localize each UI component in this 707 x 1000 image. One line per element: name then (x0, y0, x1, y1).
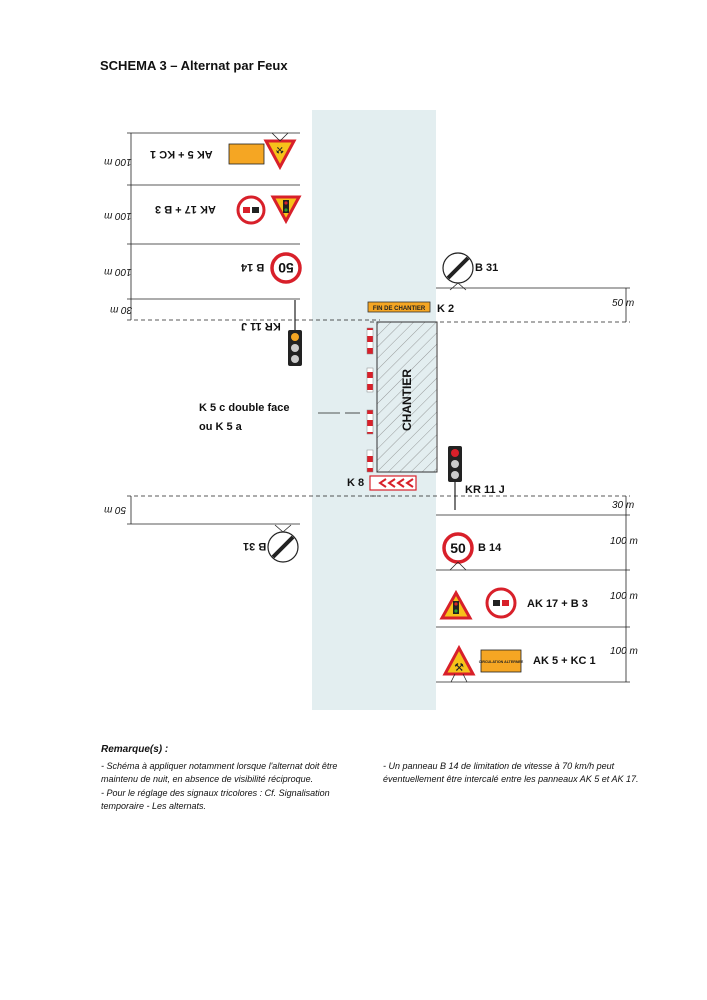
right-distance: 50 m (612, 298, 635, 309)
remark-text: - Un panneau B 14 de limitation de vitesse à 70 km/h peut éventuellement être intercalé entre les panneaux AK 5 et AK 17. (383, 761, 639, 784)
remark-text: - Schéma à appliquer notamment lorsque l'alternat doit être maintenu de nuit, en absence de visibilité réciproque. (101, 761, 338, 784)
right-b14-sign (444, 534, 472, 570)
right-distance: 30 m (612, 500, 635, 511)
label-k5a: ou K 5 a (199, 421, 242, 433)
left-label-kr11j: KR 11 J (241, 320, 281, 332)
svg-text:50: 50 (450, 540, 466, 556)
left-ak17-sign (273, 197, 299, 221)
page-title: SCHEMA 3 – Alternat par Feux (100, 58, 288, 73)
left-traffic-light (288, 300, 302, 366)
left-ak5-sign (266, 133, 294, 167)
right-label-kr11j: KR 11 J (465, 484, 505, 496)
left-distance: 100 m (104, 210, 132, 221)
right-traffic-light (448, 446, 462, 510)
right-label-k2: K 2 (437, 303, 455, 315)
right-distance: 100 m (610, 536, 638, 547)
remarks-left (101, 760, 363, 814)
barrier-post (367, 368, 373, 392)
right-ak5-sign (445, 648, 473, 682)
right-label-b31: B 31 (475, 262, 499, 274)
svg-text:50: 50 (278, 260, 294, 276)
left-b14-sign (272, 254, 300, 282)
label-k5c: K 5 c double face (199, 402, 290, 414)
right-kc1-panel (479, 650, 524, 672)
left-label-ak17-b3: AK 17 + B 3 (155, 203, 216, 215)
right-label-ak5-kc1: AK 5 + KC 1 (533, 655, 596, 667)
right-distance: 100 m (610, 646, 638, 657)
left-label-ak5-kc1: AK 5 + KC 1 (150, 148, 213, 160)
right-ak17-sign (442, 593, 470, 618)
left-label-b31: B 31 (243, 540, 267, 552)
svg-text:⚒: ⚒ (275, 145, 285, 155)
right-b3-sign (487, 589, 515, 617)
k8-chevron-panel (370, 476, 416, 490)
chantier-label: CHANTIER (400, 369, 414, 431)
left-label-b14: B 14 (241, 261, 265, 273)
remarks-title: Remarque(s) : (101, 744, 169, 755)
remarks-right (383, 760, 645, 787)
svg-text:CIRCULATION ALTERNEE: CIRCULATION ALTERNEE (478, 660, 524, 664)
barrier-post (367, 450, 373, 472)
left-b3-sign (238, 197, 264, 223)
label-k8: K 8 (347, 477, 365, 489)
right-b31-sign (443, 253, 473, 290)
left-b31-sign (268, 525, 298, 562)
barrier-post (367, 410, 373, 434)
svg-text:⚒: ⚒ (454, 662, 464, 674)
left-distance: 50 m (104, 504, 127, 515)
left-distance: 100 m (104, 156, 132, 167)
left-distance: 100 m (104, 266, 132, 277)
left-distance: 30 m (110, 304, 133, 315)
right-label-b14: B 14 (478, 542, 502, 554)
barrier-post (367, 328, 373, 354)
left-kc1-panel (229, 144, 264, 164)
remark-text: - Pour le réglage des signaux tricolores : Cf. Signalisation temporaire - Les alternats. (101, 788, 330, 811)
right-label-ak17-b3: AK 17 + B 3 (527, 598, 588, 610)
right-distance: 100 m (610, 591, 638, 602)
k2-panel-text: FIN DE CHANTIER (372, 306, 426, 312)
